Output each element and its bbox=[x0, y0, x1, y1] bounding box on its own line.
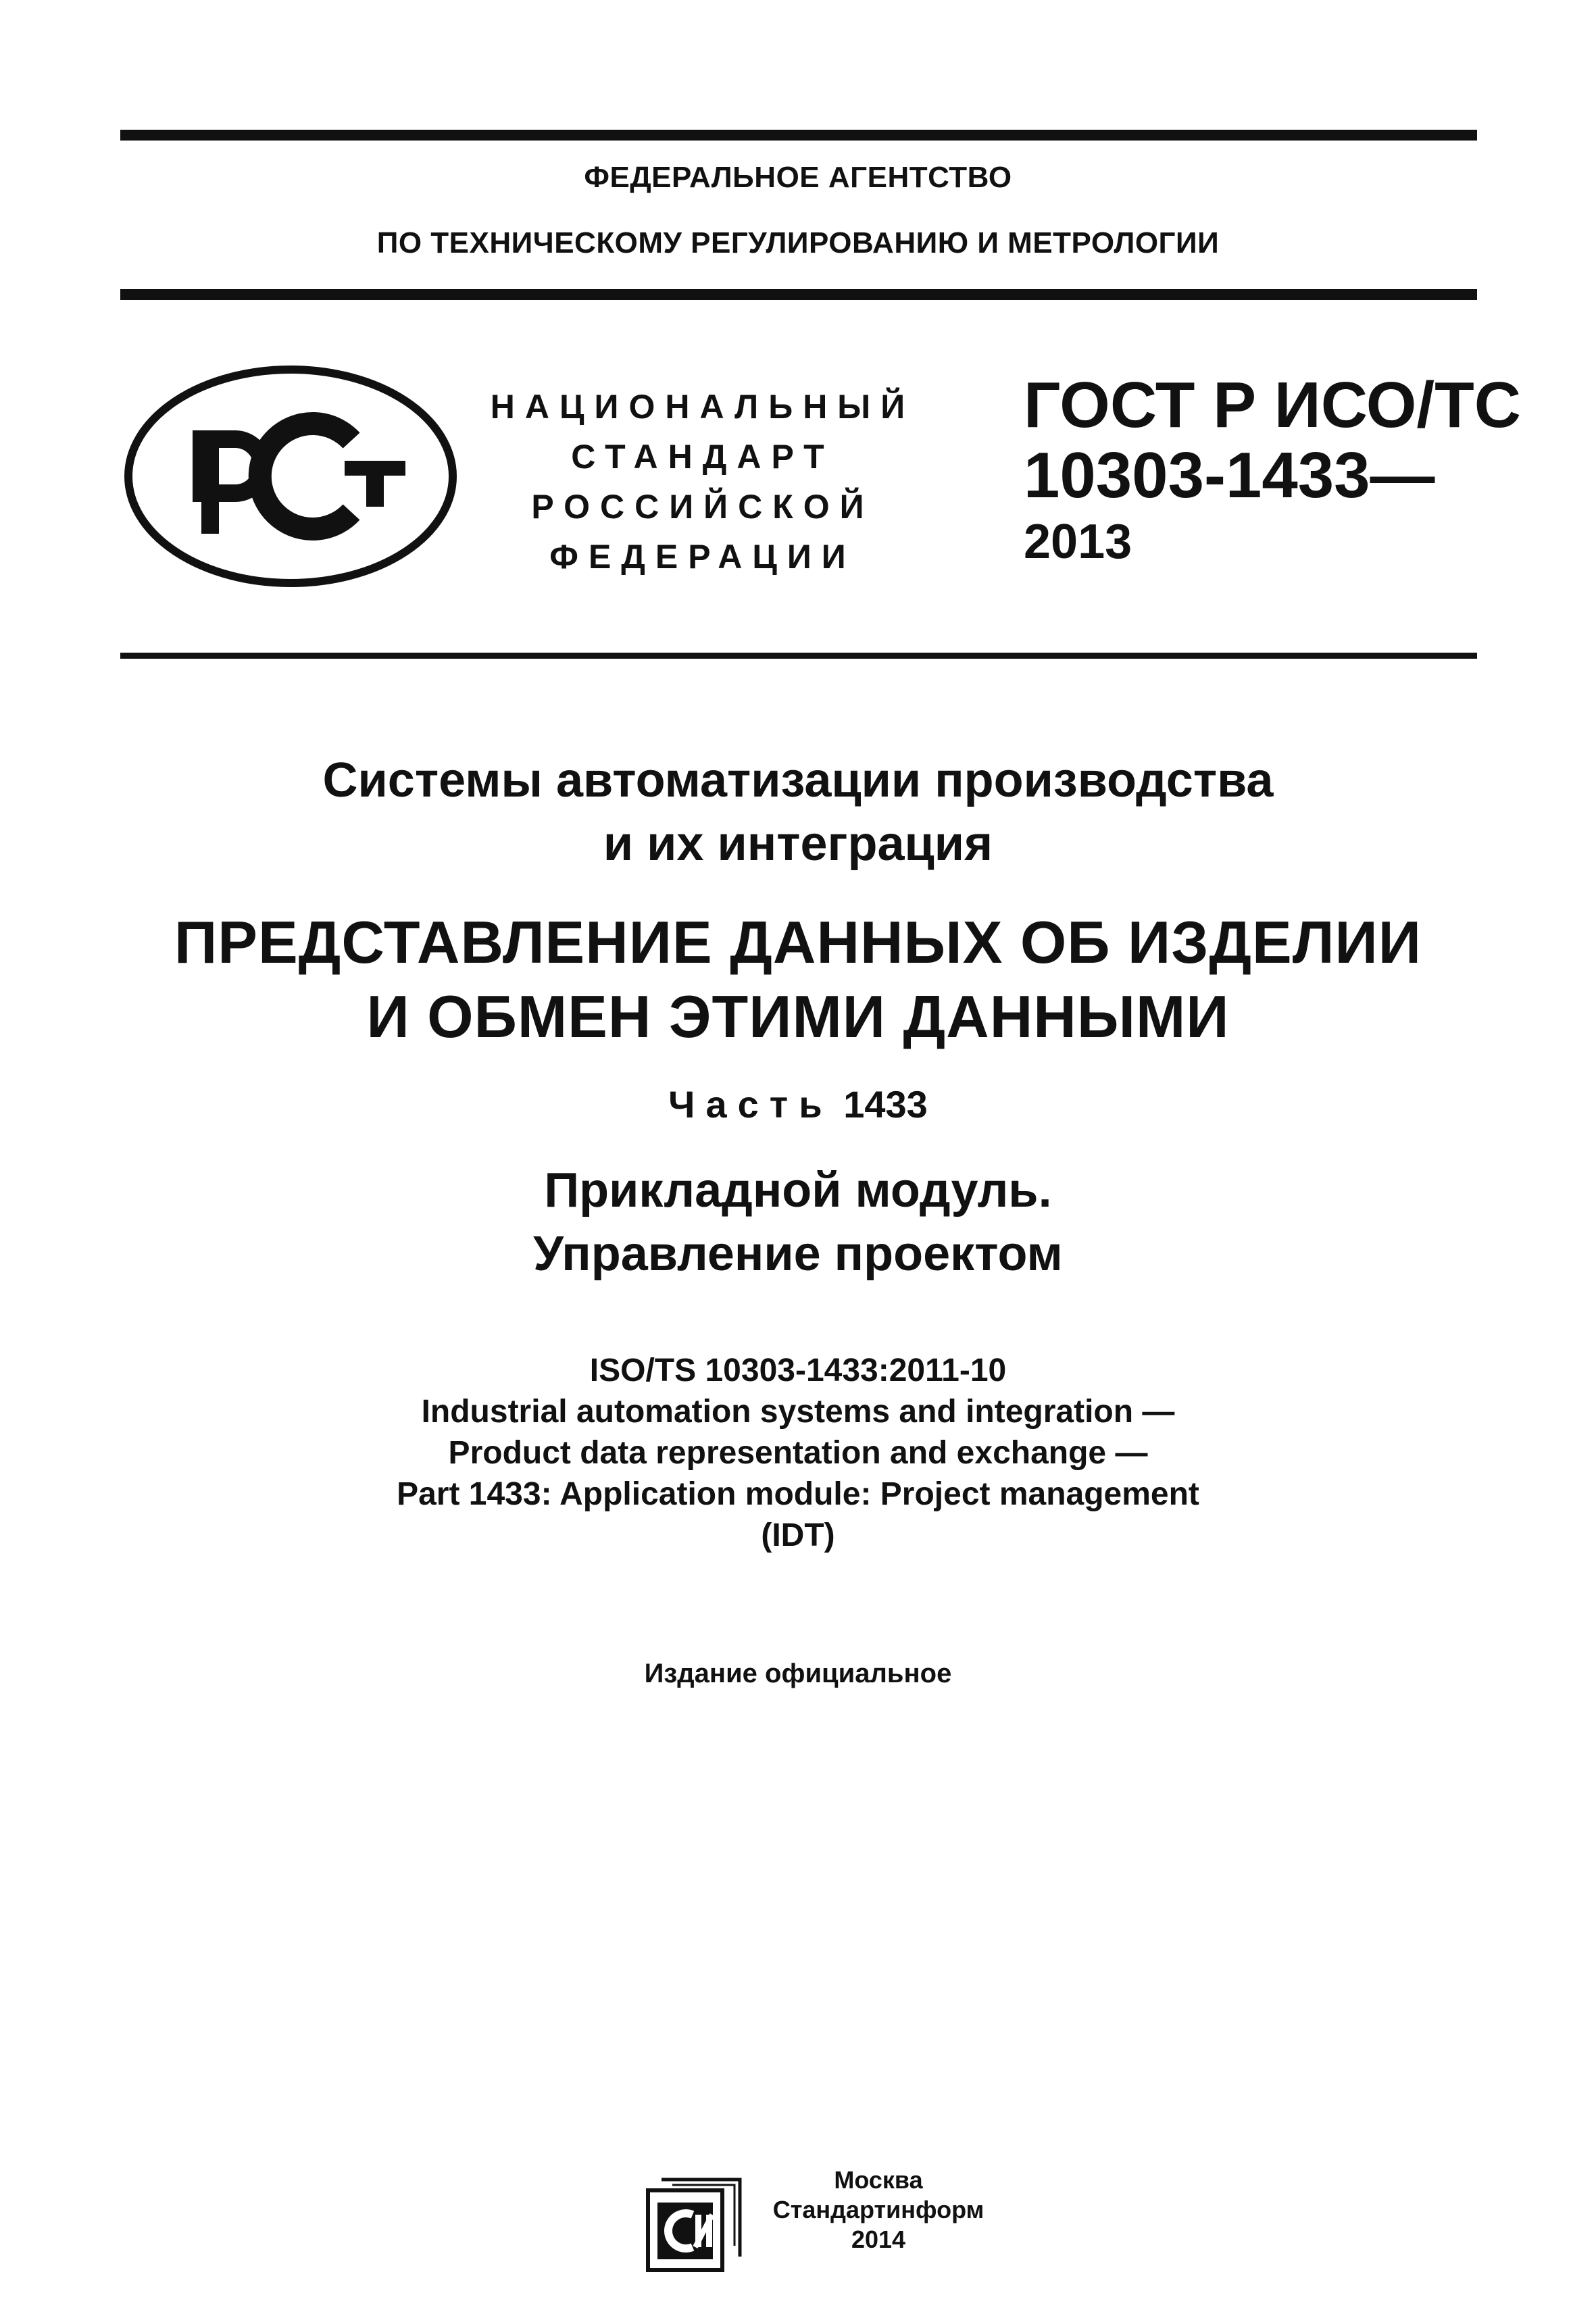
module-title bbox=[0, 1159, 1596, 1286]
iso-line1: ISO/TS 10303-1433:2011-10 bbox=[589, 1353, 1007, 1388]
middle-rule bbox=[120, 653, 1477, 659]
national-standard-label bbox=[473, 382, 932, 582]
gost-designation-line1: ГОСТ Р ИСО/ТС bbox=[1024, 369, 1522, 441]
series-title-line1: Системы автоматизации производства bbox=[322, 753, 1274, 807]
national-standard-line1: НАЦИОНАЛЬНЫЙ bbox=[490, 388, 916, 426]
iso-line3: Product data representation and exchange — bbox=[448, 1435, 1148, 1471]
top-rule bbox=[120, 130, 1477, 141]
iso-line5: (IDT) bbox=[761, 1517, 835, 1553]
agency-name-line2: ПО ТЕХНИЧЕСКОМУ РЕГУЛИРОВАНИЮ И МЕТРОЛОГИИ bbox=[376, 226, 1220, 259]
main-title-line2: И ОБМЕН ЭТИМИ ДАННЫМИ bbox=[366, 983, 1230, 1050]
iso-line2: Industrial automation systems and integration — bbox=[421, 1394, 1175, 1430]
main-title bbox=[0, 905, 1596, 1054]
part-word: Часть bbox=[668, 1083, 833, 1126]
series-title bbox=[0, 749, 1596, 876]
gost-designation bbox=[1024, 370, 1521, 511]
gost-designation-line2: 10303-1433— bbox=[1024, 439, 1435, 511]
agency-name-line1: ФЕДЕРАЛЬНОЕ АГЕНТСТВО bbox=[584, 161, 1012, 194]
series-title-line2: и их интеграция bbox=[603, 817, 993, 871]
publisher-year: 2014 bbox=[851, 2225, 906, 2253]
main-title-line1: ПРЕДСТАВЛЕНИЕ ДАННЫХ ОБ ИЗДЕЛИИ bbox=[174, 909, 1422, 976]
standartinform-logo-icon bbox=[645, 2175, 747, 2277]
iso-reference bbox=[0, 1350, 1596, 1556]
publisher-city: Москва bbox=[834, 2166, 923, 2194]
iso-line4: Part 1433: Application module: Project management bbox=[397, 1476, 1199, 1512]
publisher-name: Стандартинформ bbox=[772, 2196, 984, 2223]
national-standard-line4: ФЕДЕРАЦИИ bbox=[549, 538, 856, 576]
module-title-line2: Управление проектом bbox=[533, 1227, 1063, 1281]
rst-logo-icon bbox=[122, 365, 459, 588]
national-standard-line2: СТАНДАРТ bbox=[571, 438, 834, 476]
national-standard-line3: РОССИЙСКОЙ bbox=[531, 488, 874, 526]
header-rule bbox=[120, 289, 1477, 300]
publisher-info bbox=[770, 2165, 987, 2255]
part-number: 1433 bbox=[843, 1083, 928, 1126]
gost-year: 2013 bbox=[1024, 515, 1132, 569]
edition-label: Издание официальное bbox=[644, 1659, 952, 1688]
module-title-line1: Прикладной модуль. bbox=[544, 1163, 1052, 1217]
part-label bbox=[0, 1081, 1596, 1128]
